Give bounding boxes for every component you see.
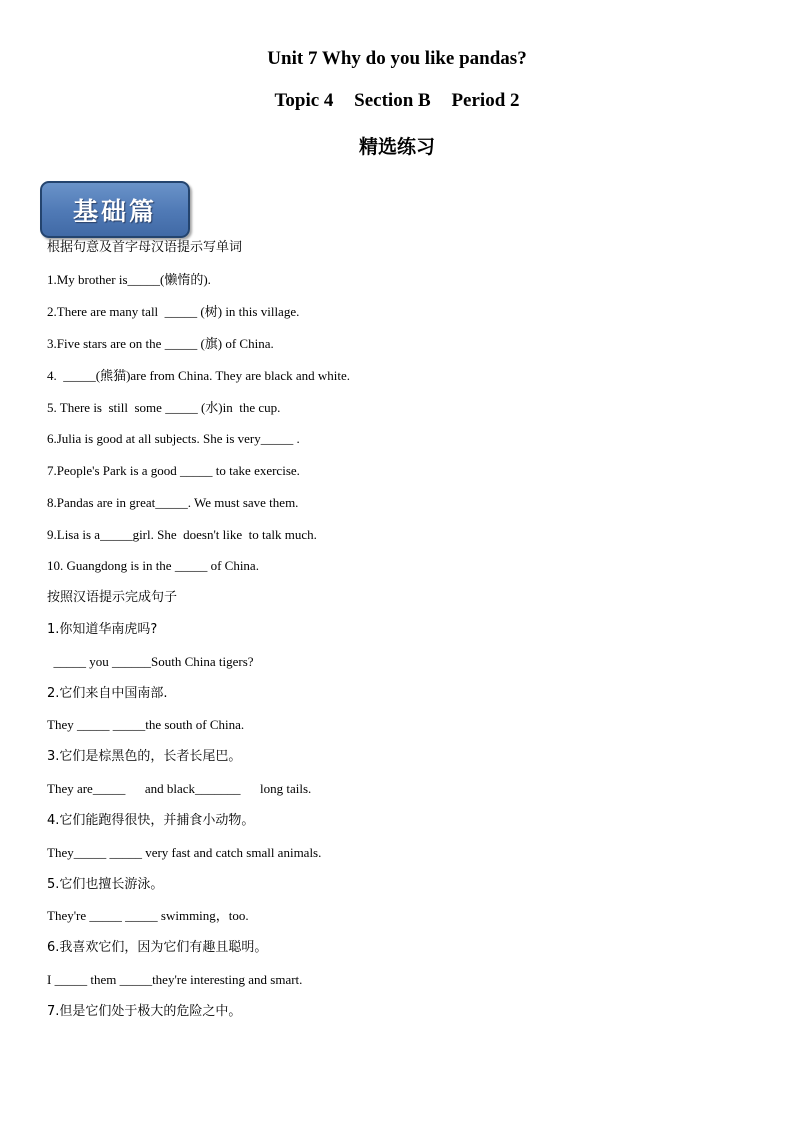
- part1-item-3: 3.Five stars are on the _____ (旗) of China.: [47, 336, 274, 351]
- worksheet-subtitle: 精选练习: [358, 137, 435, 158]
- part1-item-8: 8.Pandas are in great_____. We must save them.: [47, 495, 299, 510]
- part2-instruction: 按照汉语提示完成句子: [47, 590, 178, 605]
- part2-item-3-english: They are_____ and black_______ long tails.: [47, 781, 312, 796]
- part1-item-2: 2.There are many tall _____ (树) in this village.: [47, 304, 300, 319]
- part2-item-5-chinese: 5.它们也擅长游泳。: [47, 877, 164, 892]
- part2-item-1-chinese: 1.你知道华南虎吗?: [47, 622, 158, 637]
- topic-label: Topic 4: [274, 90, 334, 111]
- basic-level-banner: [40, 181, 190, 238]
- part2-item-6-chinese: 6.我喜欢它们，因为它们有趣且聪明。: [47, 940, 268, 955]
- part2-item-2-chinese: 2.它们来自中国南部.: [47, 686, 168, 701]
- part1-item-10: 10. Guangdong is in the _____ of China.: [47, 558, 259, 573]
- part2-item-2-english: They _____ _____the south of China.: [47, 717, 245, 732]
- part1-item-6: 6.Julia is good at all subjects. She is very_____ .: [47, 431, 300, 446]
- part1-item-5: 5. There is still some _____ (水)in the cup.: [47, 400, 281, 415]
- banner-label: 基础篇: [72, 196, 157, 226]
- section-label: Section B: [354, 90, 431, 111]
- period-label: Period 2: [451, 90, 520, 111]
- part1-item-1: 1.My brother is_____(懒惰的).: [47, 272, 211, 287]
- part2-item-5-english: They're _____ _____ swimming，too.: [47, 908, 249, 923]
- part1-instruction: 根据句意及首字母汉语提示写单词: [47, 240, 243, 255]
- part2-item-4-english: They_____ _____ very fast and catch small animals.: [47, 845, 322, 860]
- part2-item-4-chinese: 4.它们能跑得很快，并捕食小动物。: [47, 813, 255, 828]
- part1-item-4: 4. _____(熊猫)are from China. They are black and white.: [47, 368, 350, 383]
- part2-item-7-chinese: 7.但是它们处于极大的危险之中。: [47, 1004, 242, 1019]
- part2-item-3-chinese: 3.它们是棕黑色的，长者长尾巴。: [47, 749, 242, 764]
- part1-item-9: 9.Lisa is a_____girl. She doesn't like to talk much.: [47, 527, 317, 542]
- worksheet-title: Unit 7 Why do you like pandas?: [267, 48, 527, 69]
- part2-item-6-english: I _____ them _____they're interesting and smart.: [47, 972, 303, 987]
- worksheet-section-line: [0, 90, 794, 112]
- part1-item-7: 7.People's Park is a good _____ to take exercise.: [47, 463, 300, 478]
- part2-item-1-english: _____ you ______South China tigers?: [47, 654, 254, 669]
